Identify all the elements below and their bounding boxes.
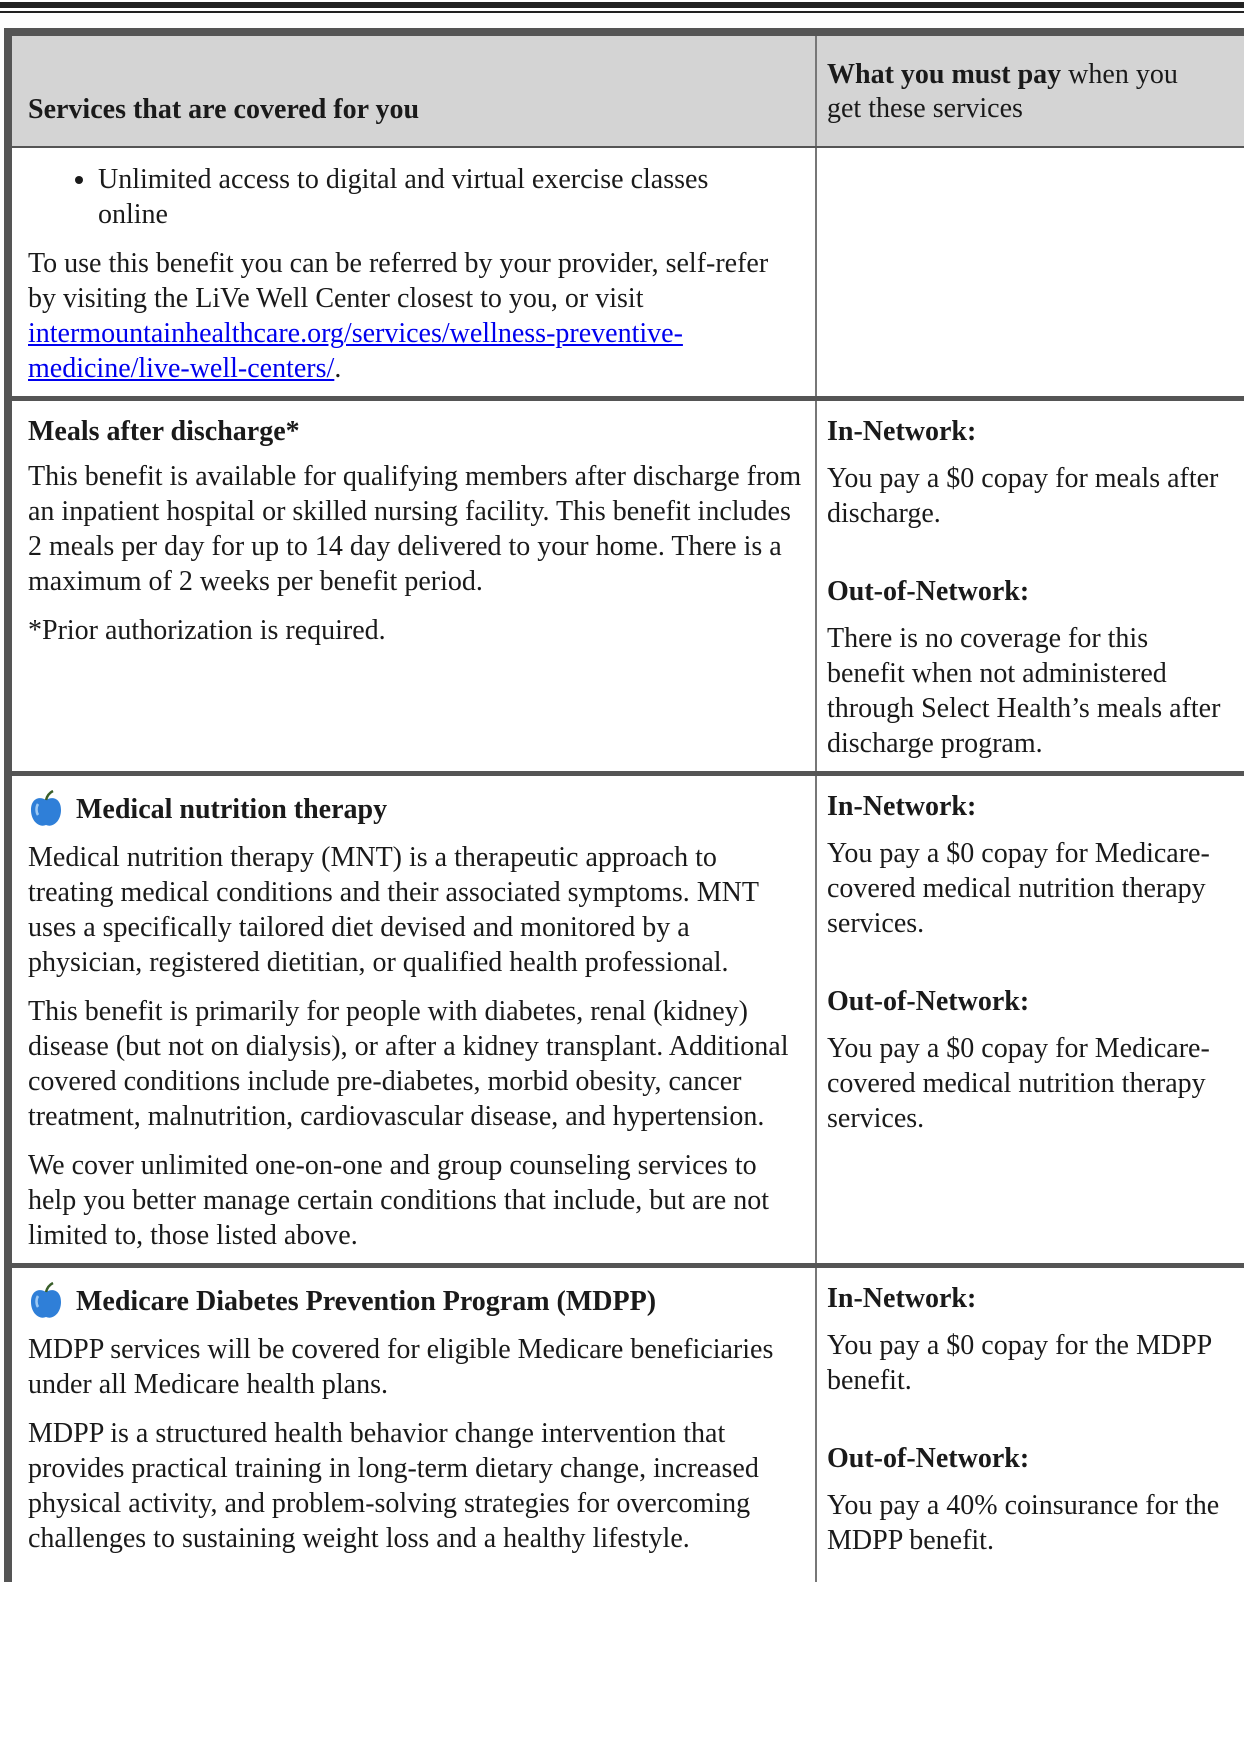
section-paragraph: MDPP services will be covered for eligible Medicare beneficiaries under all Medicare health plans. — [28, 1334, 774, 1400]
out-of-network-text: You pay a $0 copay for Medicare-covered medical nutrition therapy services. — [827, 1033, 1210, 1134]
header-pay-line-1 — [827, 58, 1232, 92]
out-of-network-text: You pay a 40% coinsurance for the MDPP benefit. — [827, 1490, 1220, 1556]
section-title: Medical nutrition therapy — [76, 794, 388, 825]
out-of-network-label: Out-of-Network: — [827, 576, 1030, 607]
services-cell — [12, 776, 817, 1263]
table-row — [12, 401, 1244, 776]
referral-text-end: . — [334, 353, 342, 384]
table-row — [12, 776, 1244, 1268]
bullet-list — [28, 162, 803, 232]
services-cell — [12, 1268, 817, 1582]
live-well-link[interactable]: intermountainhealthcare.org/services/wellness-preventive-medicine/live-well-centers/ — [28, 318, 683, 384]
pay-cell — [817, 148, 1244, 396]
section-title: Meals after discharge* — [28, 416, 300, 447]
out-of-network-label: Out-of-Network: — [827, 1443, 1030, 1474]
header-services-title: Services that are covered for you — [28, 94, 420, 125]
section-title-row — [28, 790, 803, 830]
pay-cell — [817, 401, 1244, 771]
top-rule-thin — [0, 11, 1244, 13]
pay-cell — [817, 1268, 1244, 1582]
header-pay-rest-1: when you — [1061, 59, 1178, 90]
out-of-network-label: Out-of-Network: — [827, 986, 1030, 1017]
services-cell — [12, 148, 817, 396]
header-pay-cell — [817, 36, 1244, 146]
table-header-row — [12, 36, 1244, 148]
benefits-table — [4, 28, 1244, 1582]
header-services-cell — [12, 36, 817, 146]
table-row — [12, 1268, 1244, 1582]
pay-cell — [817, 776, 1244, 1263]
in-network-label: In-Network: — [827, 416, 977, 447]
in-network-text: You pay a $0 copay for Medicare-covered medical nutrition therapy services. — [827, 838, 1210, 939]
apple-icon — [28, 1282, 64, 1322]
table-row — [12, 148, 1244, 401]
section-paragraph: We cover unlimited one-on-one and group counseling services to help you better manage certain conditions that include, but are not limited to, those listed above. — [28, 1150, 769, 1251]
header-pay-bold: What you must pay — [827, 59, 1062, 90]
apple-icon — [28, 790, 64, 830]
section-paragraph: This benefit is primarily for people with diabetes, renal (kidney) disease (but not on dialysis), or after a kidney transplant. Additional covered conditions include pre-diabetes, morbid obesity, cancer treatment, malnutrition, cardiovascular disease, and hypertension. — [28, 996, 789, 1132]
list-item: • Unlimited access to digital and virtual exercise classes online — [98, 162, 718, 232]
top-rule — [0, 2, 1244, 8]
section-body: This benefit is available for qualifying members after discharge from an inpatient hospital or skilled nursing facility. This benefit includes 2 meals per day for up to 14 day delivered to your home. There is a maximum of 2 weeks per benefit period. — [28, 461, 802, 597]
out-of-network-text: There is no coverage for this benefit when not administered through Select Health’s meals after discharge program. — [827, 623, 1221, 759]
in-network-label: In-Network: — [827, 1283, 977, 1314]
in-network-text: You pay a $0 copay for meals after discharge. — [827, 463, 1219, 529]
in-network-label: In-Network: — [827, 791, 977, 822]
in-network-text: You pay a $0 copay for the MDPP benefit. — [827, 1330, 1212, 1396]
services-cell — [12, 401, 817, 771]
section-title-row — [28, 1282, 803, 1322]
referral-text: To use this benefit you can be referred by your provider, self-refer by visiting the LiVe Well Center closest to you, or visit — [28, 248, 769, 314]
section-title: Medicare Diabetes Prevention Program (MDPP) — [76, 1286, 657, 1317]
section-paragraph: MDPP is a structured health behavior change intervention that provides practical training in long-term dietary change, increased physical activity, and problem-solving strategies for overcoming challenges to sustaining weight loss and a healthy lifestyle. — [28, 1418, 759, 1554]
header-pay-line-2: get these services — [827, 93, 1023, 124]
section-paragraph: Medical nutrition therapy (MNT) is a therapeutic approach to treating medical conditions and their associated symptoms. MNT uses a specifically tailored diet devised and monitored by a physician, registered dietitian, or qualified health professional. — [28, 842, 759, 978]
referral-paragraph — [28, 246, 803, 386]
section-note: *Prior authorization is required. — [28, 615, 386, 646]
